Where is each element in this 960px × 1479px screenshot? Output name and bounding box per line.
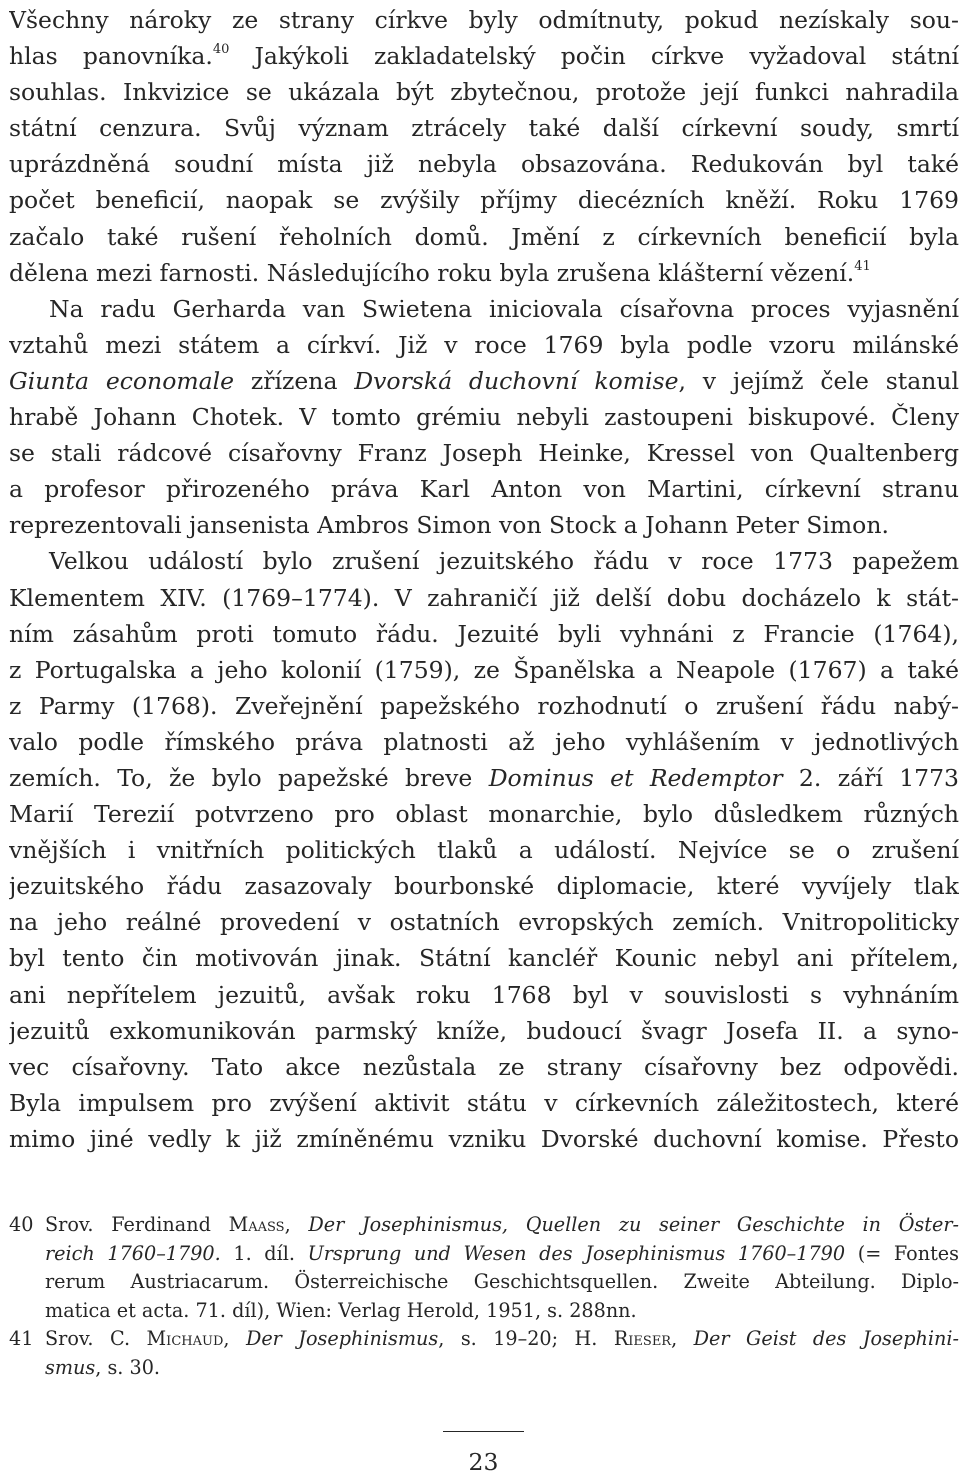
main-text	[9, 2, 959, 1157]
text-line: vztahů mezi státem a církví. Již v roce 1769 byla podle vzoru milánské	[9, 330, 959, 359]
text-line: Byla impulsem pro zvýšení aktivit státu v církevních záležitostech, které	[9, 1088, 959, 1117]
text-line: ním zásahům proti tomuto řádu. Jezuité byli vyhnáni z Francie (1764),	[9, 619, 959, 648]
text-line: vnějších i vnitřních politických tlaků a událostí. Nejvíce se o zrušení	[9, 836, 959, 865]
text-line: Klementem XIV. (1769–1774). V zahraničí již delší dobu docházelo k stát-	[9, 583, 959, 612]
text-line: jezuitů exkomunikován parmský kníže, budoucí švagr Josefa II. a syno-	[9, 1016, 959, 1045]
text-line: dělena mezi farnosti. Následujícího roku byla zrušena klášterní vězení.$^{41}$	[9, 258, 871, 287]
footnote-ref-40[interactable]: 40	[212, 42, 230, 58]
text-line: z Portugalska a jeho kolonií (1759), ze Španělska a Neapole (1767) a také	[9, 655, 959, 684]
text-line: Giunta economale zřízena Dvorská duchovní komise, v jejímž čele stanul	[9, 366, 959, 395]
text-line: mimo jiné vedly k již zmíněnému vzniku Dvorské duchovní komise. Přesto	[9, 1124, 959, 1153]
text-line: reprezentovali jansenista Ambros Simon von Stock a Johann Peter Simon.	[9, 511, 889, 540]
paragraph-start-line: Velkou událostí bylo zrušení jezuitského řádu v roce 1773 papežem	[49, 547, 959, 576]
text-line: hlas panovníka.$^{40}$ Jakýkoli zakladatelský počin církve vyžadoval státní	[9, 42, 959, 71]
footnote-line: reich 1760–1790. 1. díl. Ursprung und Wesen des Josephinismus 1760–1790 (= Fontes	[45, 1241, 959, 1265]
paragraph-start-line: Na radu Gerharda van Swietena iniciovala císařovna proces vyjasnění	[49, 294, 959, 323]
text-line: vec císařovny. Tato akce nezůstala ze strany císařovny bez odpovědi.	[9, 1052, 959, 1081]
text-line: Všechny nároky ze strany církve byly odmítnuty, pokud nezískaly sou-	[9, 6, 959, 34]
text-line: Marií Terezií potvrzeno pro oblast monarchie, bylo důsledkem různých	[9, 800, 959, 829]
text-line: počet beneficií, naopak se zvýšily příjmy diecézních kněží. Roku 1769	[9, 186, 959, 215]
footnotes	[9, 1211, 959, 1383]
text-line: a profesor přirozeného práva Karl Anton von Martini, církevní stranu	[9, 475, 959, 504]
footnote-41	[9, 1325, 959, 1382]
text-line: zemích. To, že bylo papežské breve Dominus et Redemptor 2. září 1773	[9, 763, 959, 792]
text-line: na jeho reálné provedení v ostatních evropských zemích. Vnitropoliticky	[9, 908, 959, 937]
footnote-line: matica et acta. 71. díl), Wien: Verlag Herold, 1951, s. 288nn.	[45, 1298, 637, 1322]
footnote-line: smus, s. 30.	[45, 1355, 161, 1379]
text-line: hrabě Johann Chotek. V tomto grémiu nebyli zastoupeni biskupové. Členy	[9, 403, 959, 432]
footnote-number: 40	[9, 1213, 34, 1236]
text-line: byl tento čin motivován jinak. Státní kancléř Kounic nebyl ani přítelem,	[9, 944, 959, 973]
text-line: jezuitského řádu zasazovaly bourbonské diplomacie, které vyvíjely tlak	[9, 872, 959, 901]
text-line: valo podle římského práva platnosti až jeho vyhlášením v jednotlivých	[9, 727, 959, 756]
text-line: se stali rádcové císařovny Franz Joseph Heinke, Kressel von Qualtenberg	[9, 439, 959, 468]
text-line: státní cenzura. Svůj význam ztrácely také další církevní soudy, smrtí	[9, 114, 959, 143]
text-line: ani nepřítelem jezuitů, avšak roku 1768 byl v souvislosti s vyhnáním	[9, 980, 959, 1009]
footnote-line: Srov. Ferdinand Maaß, Der Josephinismus, Quellen zu seiner Geschichte in Öster-	[45, 1213, 959, 1236]
footnote-line: rerum Austriacarum. Österreichische Geschichtsquellen. Zweite Abteilung. Diplo-	[45, 1270, 959, 1294]
page-number-rule	[443, 1431, 524, 1432]
footnote-line: Srov. C. Michaud, Der Josephinismus, s. 19–20; H. Rieser, Der Geist des Josephini-	[45, 1327, 959, 1351]
page-number: 23	[468, 1448, 499, 1476]
text-line: začalo také rušení řeholních domů. Jmění z církevních beneficií byla	[9, 222, 959, 251]
footnote-number: 41	[9, 1327, 34, 1351]
text-line: souhlas. Inkvizice se ukázala být zbytečnou, protože její funkci nahradila	[9, 78, 959, 107]
footnote-ref-41[interactable]: 41	[854, 258, 871, 274]
text-line: uprázdněná soudní místa již nebyla obsazována. Redukován byl také	[9, 150, 959, 179]
text-line: z Parmy (1768). Zveřejnění papežského rozhodnutí o zrušení řádu nabý-	[9, 691, 959, 720]
footnote-40	[9, 1211, 959, 1325]
